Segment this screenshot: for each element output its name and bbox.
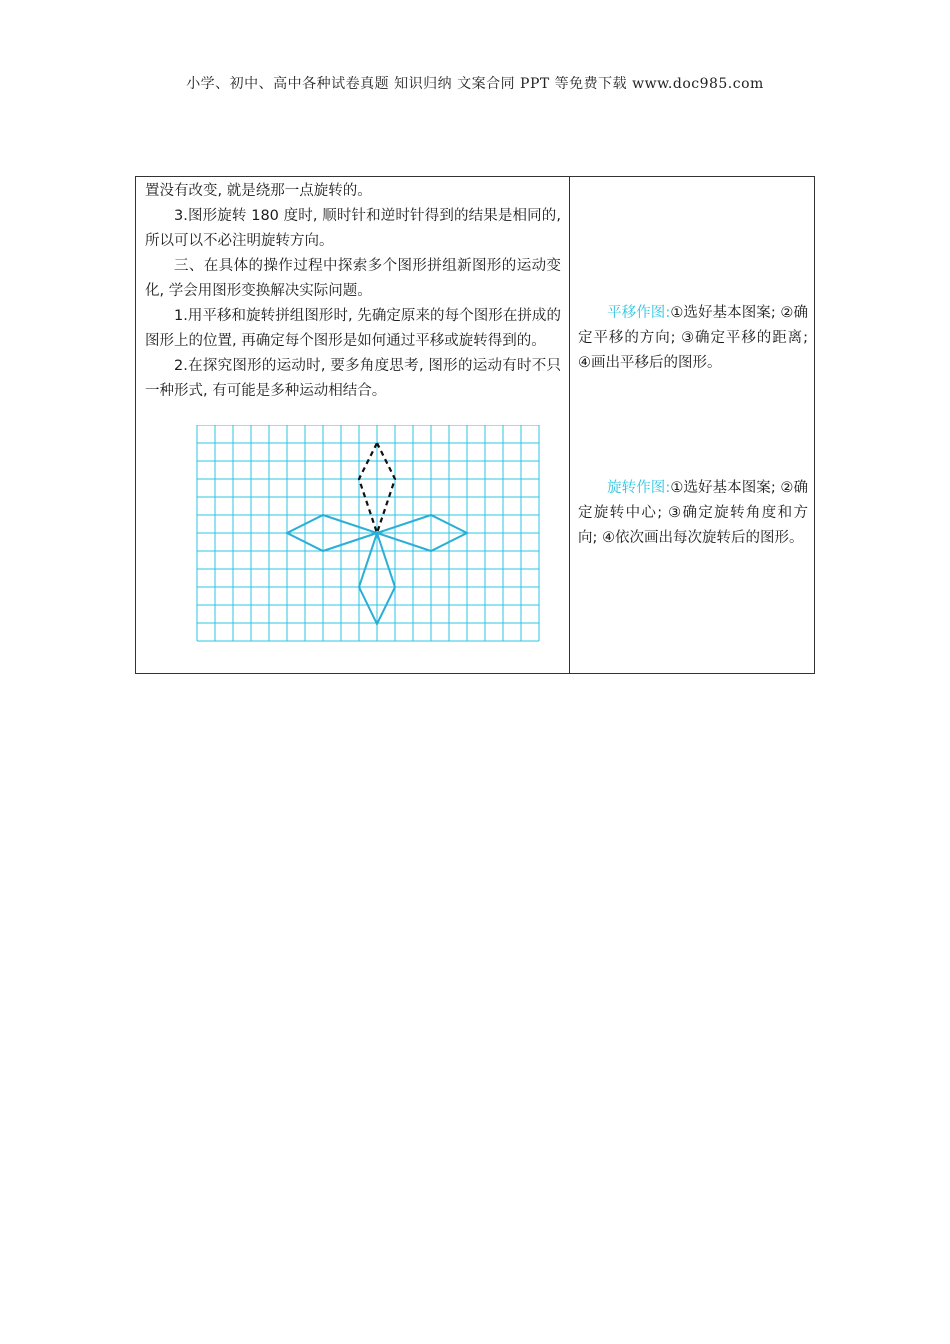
paragraph-3: 三、在具体的操作过程中探索多个图形拼组新图形的运动变化, 学会用图形变换解决实际问题。 [145, 258, 561, 299]
page-header: 小学、初中、高中各种试卷真题 知识归纳 文案合同 PPT 等免费下载 www.doc985.com [186, 76, 764, 92]
translate-note [578, 301, 808, 376]
translate-body: ①选好基本图案; ②确定平移的方向; ③确定平移的距离; ④画出平移后的图形。 [578, 305, 808, 371]
paragraph-4: 1.用平移和旋转拼组图形时, 先确定原来的每个图形在拼成的图形上的位置, 再确定每个图形是如何通过平移或旋转得到的。 [145, 308, 561, 349]
rotate-note [578, 476, 808, 551]
paragraph-1: 置没有改变, 就是绕那一点旋转的。 [145, 183, 372, 199]
rotation-grid-figure [196, 425, 544, 645]
paragraph-2: 3.图形旋转 180 度时, 顺时针和逆时针得到的结果是相同的, 所以可以不必注明旋转方向。 [145, 208, 561, 249]
column-divider [569, 177, 570, 673]
translate-title: 平移作图: [607, 305, 671, 321]
grid-lines [197, 425, 539, 641]
rotate-title: 旋转作图: [607, 480, 671, 496]
left-column [145, 179, 561, 404]
content-table [135, 176, 815, 674]
paragraph-5: 2.在探究图形的运动时, 要多角度思考, 图形的运动有时不只一种形式, 有可能是多种运动相结合。 [145, 358, 561, 399]
rotate-body: ①选好基本图案; ②确定旋转中心; ③确定旋转角度和方向; ④依次画出每次旋转后的图形。 [578, 480, 808, 546]
